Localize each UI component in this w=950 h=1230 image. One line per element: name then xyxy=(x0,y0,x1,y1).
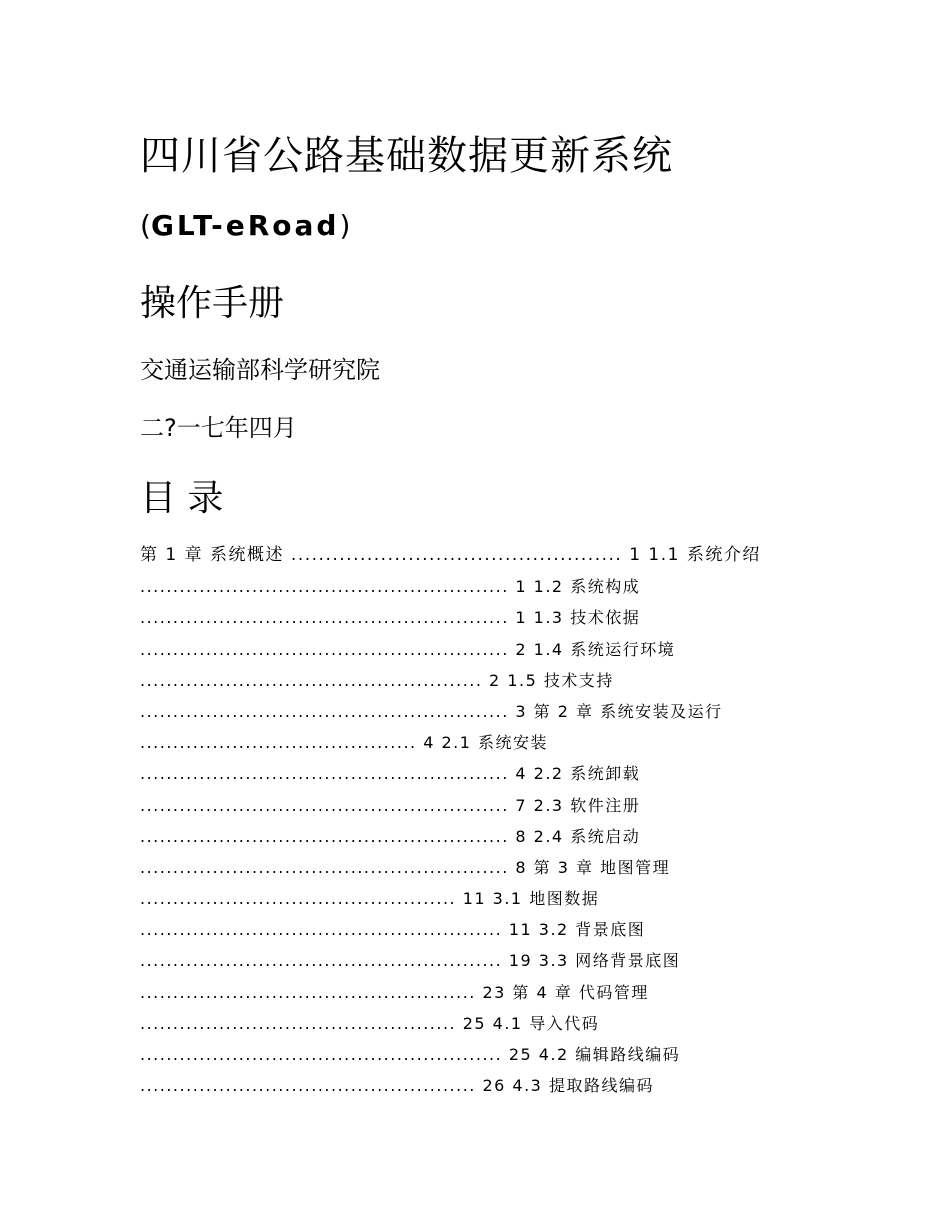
toc-line[interactable]: 第 1 章 系统概述 ................................................ 1 1.1 系统介绍 xyxy=(140,545,761,565)
toc-line[interactable]: ....................................................... 25 4.2 编辑路线编码 xyxy=(140,1045,681,1064)
toc-line[interactable]: ................................................... 26 4.3 提取路线编码 xyxy=(140,1076,654,1096)
table-of-contents xyxy=(140,540,820,1101)
document-subtitle xyxy=(140,206,350,246)
document-title: 四川省公路基础数据更新系统 xyxy=(140,133,673,179)
toc-line[interactable]: ........................................................ 2 1.4 系统运行环境 xyxy=(140,639,676,659)
toc-line[interactable]: ........................................................ 4 2.2 系统卸载 xyxy=(140,764,641,784)
toc-line[interactable]: ................................................ 25 4.1 导入代码 xyxy=(140,1013,600,1033)
toc-line[interactable]: ........................................................ 7 2.3 软件注册 xyxy=(140,795,641,815)
subtitle-open-paren: ( xyxy=(140,209,151,242)
toc-line[interactable]: ........................................................ 8 第 3 章 地图管理 xyxy=(140,857,671,877)
toc-line[interactable]: .................................................... 2 1.5 技术支持 xyxy=(140,670,614,690)
toc-line[interactable]: .......................................... 4 2.1 系统安装 xyxy=(140,733,548,753)
toc-line[interactable]: ........................................................ 1 1.3 技术依据 xyxy=(140,608,641,628)
toc-line[interactable]: ................................................... 23 第 4 章 代码管理 xyxy=(140,982,649,1002)
toc-line[interactable]: ........................................................ 1 1.2 系统构成 xyxy=(140,577,641,597)
toc-line[interactable]: ........................................................ 8 2.4 系统启动 xyxy=(140,826,641,846)
subtitle-close-paren: ) xyxy=(339,209,351,242)
subtitle-system-code: GLT-eRoad xyxy=(150,209,340,242)
toc-line[interactable]: ................................................ 11 3.1 地图数据 xyxy=(140,889,600,909)
organization-name: 交通运输部科学研究院 xyxy=(140,356,380,384)
toc-line[interactable]: ........................................................ 3 第 2 章 系统安装及运行 xyxy=(140,701,723,721)
manual-heading: 操作手册 xyxy=(140,283,285,324)
toc-heading: 目 录 xyxy=(140,478,224,519)
toc-line[interactable]: ....................................................... 19 3.3 网络背景底图 xyxy=(140,951,681,971)
document-date: 二?一七年四月 xyxy=(140,414,297,442)
toc-line[interactable]: ....................................................... 11 3.2 背景底图 xyxy=(140,920,646,940)
